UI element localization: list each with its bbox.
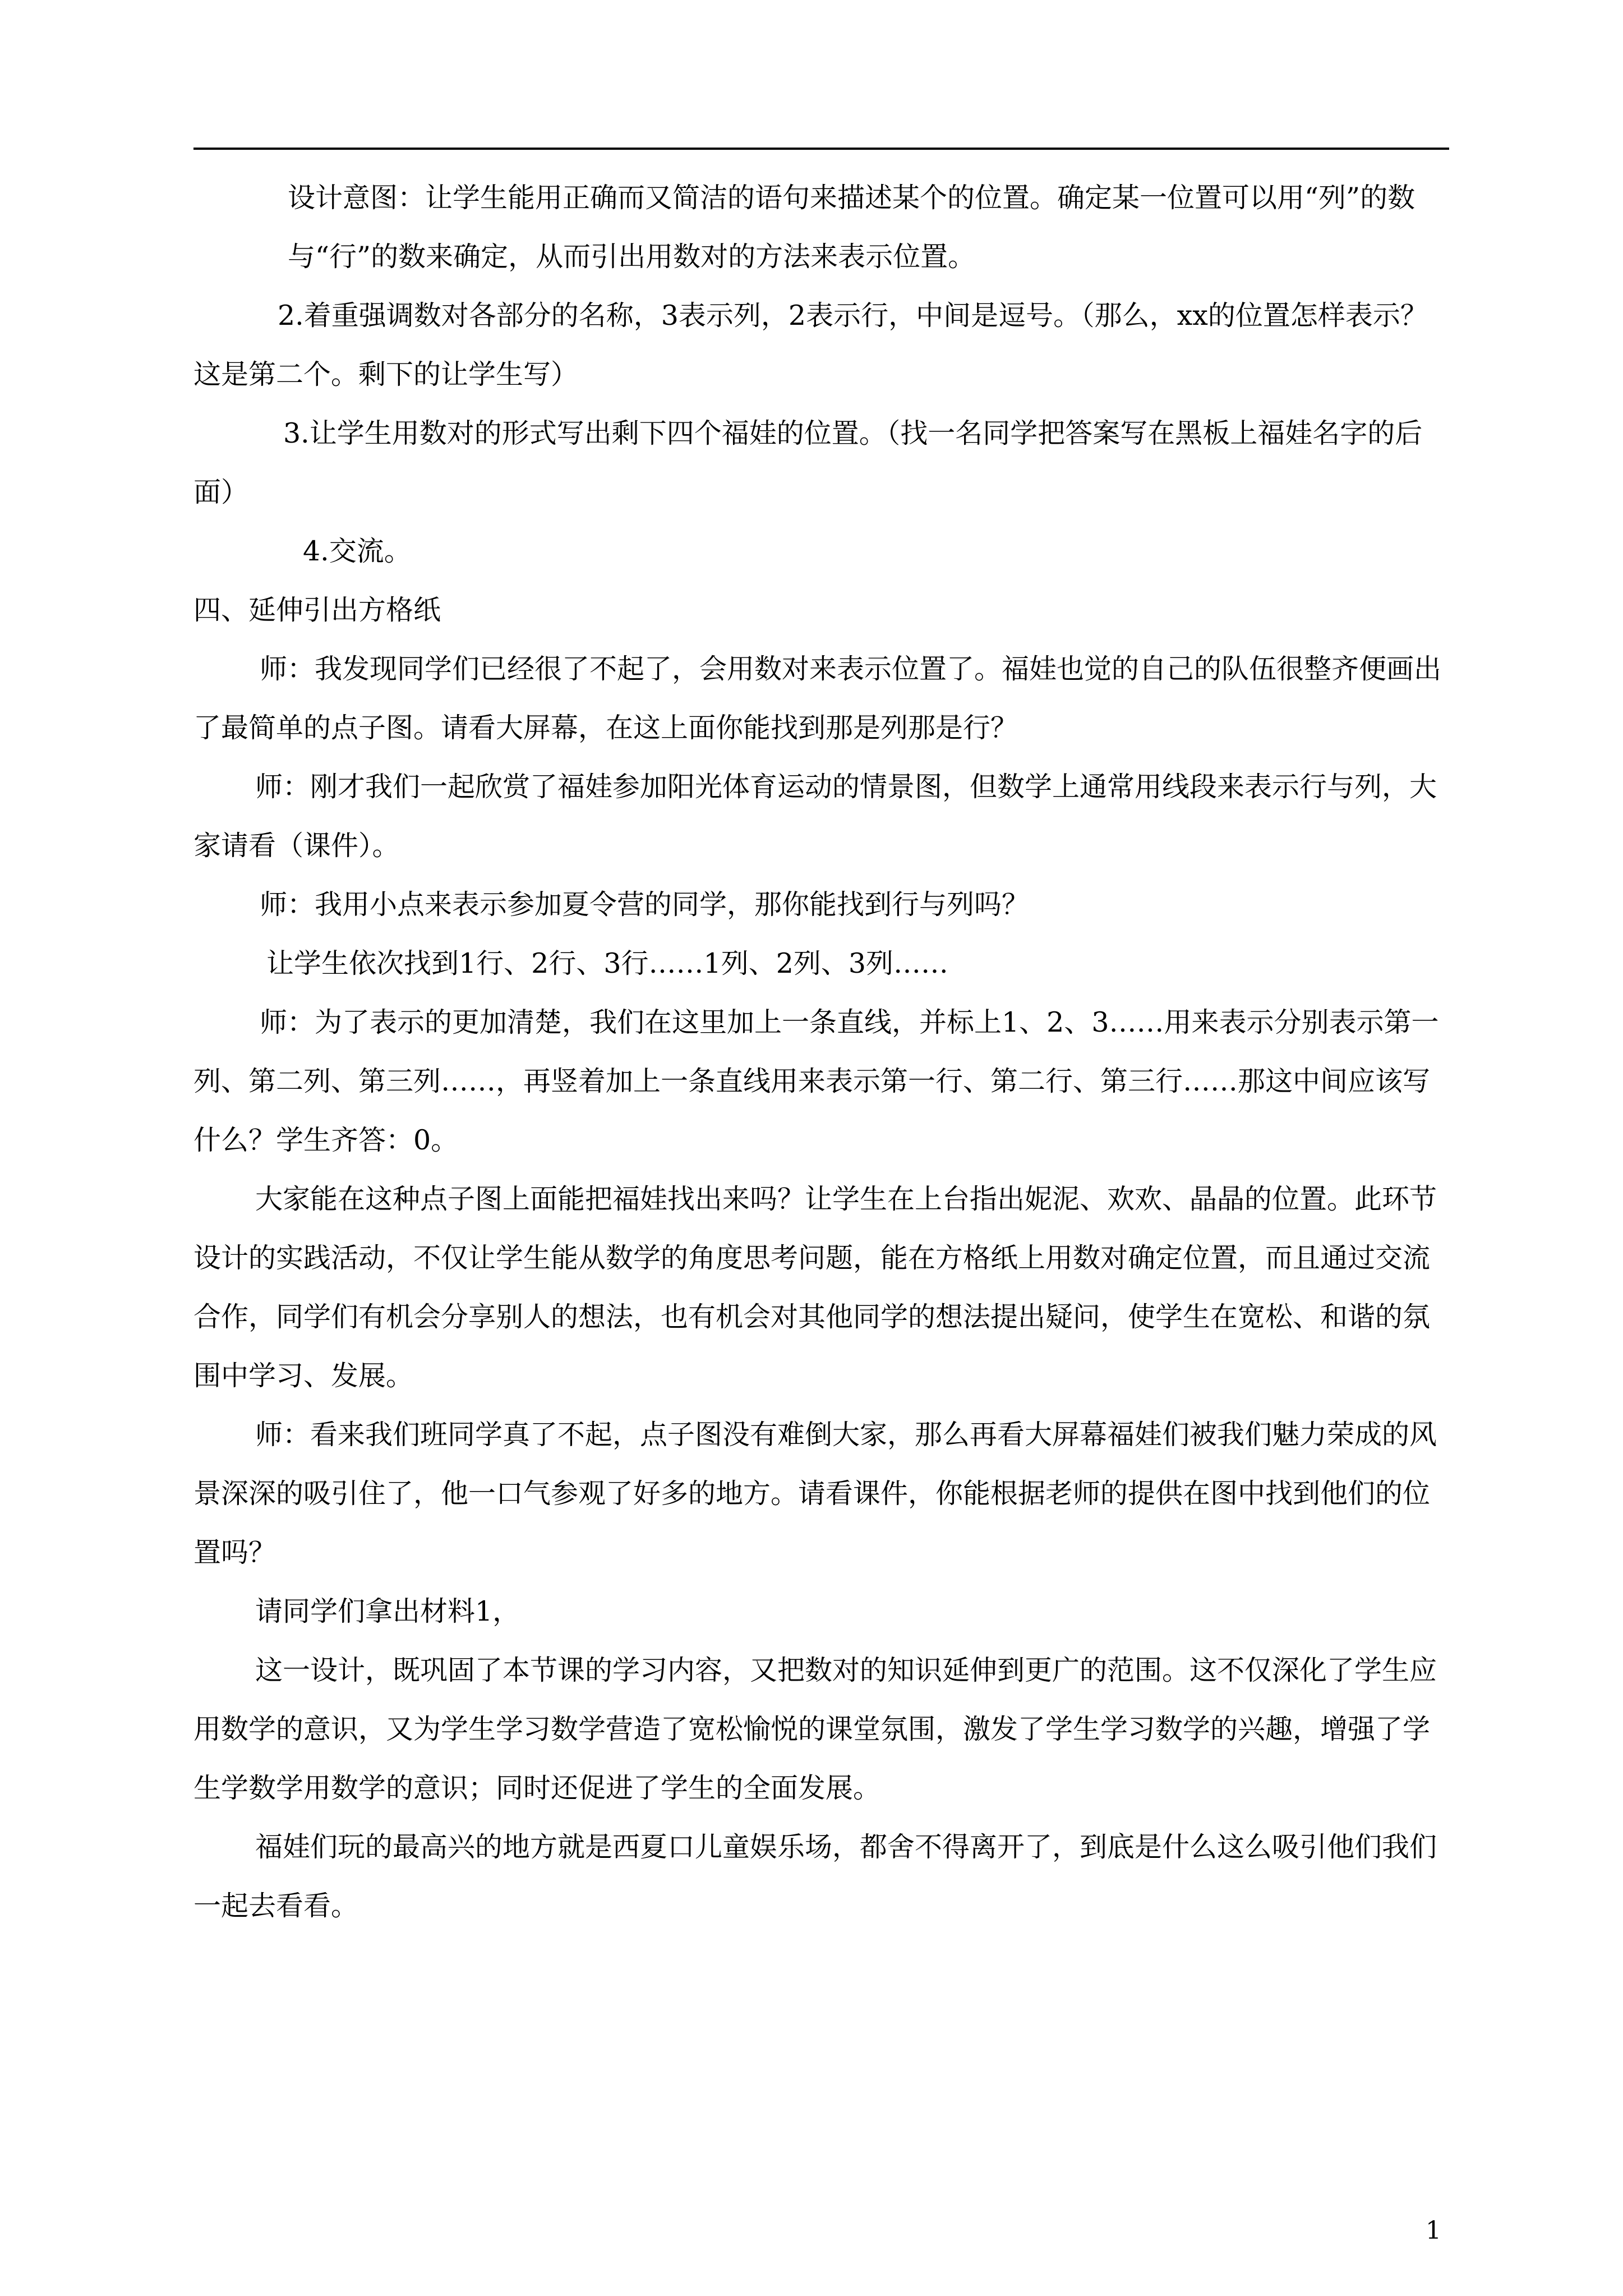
paragraph-students-find: 让学生依次找到1行、2行、3行……1列、2列、3列…… bbox=[266, 947, 949, 979]
paragraph-fuwa-playground: 福娃们玩的最高兴的地方就是西夏口儿童娱乐场，都舍不得离开了，到底是什么这么吸引他们我们一起去看看。 bbox=[193, 1831, 1437, 1922]
paragraph-teacher-1: 师：我发现同学们已经很了不起了，会用数对来表示位置了。福娃也觉的自己的队伍很整齐便画出了最简单的点子图。请看大屏幕，在这上面你能找到那是列那是行？ bbox=[193, 653, 1442, 744]
paragraph-design-intent: 设计意图：让学生能用正确而又简洁的语句来描述某个的位置。确定某一位置可以用“列”的数与“行”的数来确定，从而引出用数对的方法来表示位置。 bbox=[288, 182, 1415, 273]
paragraph-teacher-2: 师：刚才我们一起欣赏了福娃参加阳光体育运动的情景图，但数学上通常用线段来表示行与列，大家请看（课件）。 bbox=[193, 771, 1437, 862]
paragraph-teacher-5: 师：看来我们班同学真了不起，点子图没有难倒大家，那么再看大屏幕福娃们被我们魅力荣成的风景深深的吸引住了，他一口气参观了好多的地方。请看课件，你能根据老师的提供在图中找到他们的位置吗？ bbox=[193, 1419, 1437, 1568]
section-heading: 四、延伸引出方格纸 bbox=[193, 594, 441, 626]
header-rule bbox=[193, 148, 1449, 150]
paragraph-step-3: 3.让学生用数对的形式写出剩下四个福娃的位置。（找一名同学把答案写在黑板上福娃名字的后面） bbox=[193, 417, 1423, 508]
paragraph-step-2: 2.着重强调数对各部分的名称，3表示列，2表示行，中间是逗号。（那么，xx的位置怎样表示？这是第二个。剩下的让学生写） bbox=[193, 300, 1428, 390]
document-body bbox=[193, 168, 1449, 1935]
paragraph-design-summary: 这一设计，既巩固了本节课的学习内容，又把数对的知识延伸到更广的范围。这不仅深化了学生应用数学的意识，又为学生学习数学营造了宽松愉悦的课堂氛围，激发了学生学习数学的兴趣，增强了学生学数学用数学的意识；同时还促进了学生的全面发展。 bbox=[193, 1654, 1437, 1804]
paragraph-teacher-4: 师：为了表示的更加清楚，我们在这里加上一条直线，并标上1、2、3……用来表示分别表示第一列、第二列、第三列……，再竖着加上一条直线用来表示第一行、第二行、第三行……那这中间应该写什么？学生齐答：0。 bbox=[193, 1006, 1439, 1156]
paragraph-step-4: 4.交流。 bbox=[303, 535, 412, 567]
paragraph-material: 请同学们拿出材料1， bbox=[255, 1595, 520, 1627]
paragraph-teacher-3: 师：我用小点来表示参加夏令营的同学，那你能找到行与列吗？ bbox=[260, 889, 1030, 921]
paragraph-activity: 大家能在这种点子图上面能把福娃找出来吗？让学生在上台指出妮泥、欢欢、晶晶的位置。此环节设计的实践活动，不仅让学生能从数学的角度思考问题，能在方格纸上用数对确定位置，而且通过交流合作，同学们有机会分享别人的想法，也有机会对其他同学的想法提出疑问，使学生在宽松、和谐的氛围中学习、发展。 bbox=[193, 1183, 1437, 1392]
page-number: 1 bbox=[1426, 2216, 1441, 2245]
